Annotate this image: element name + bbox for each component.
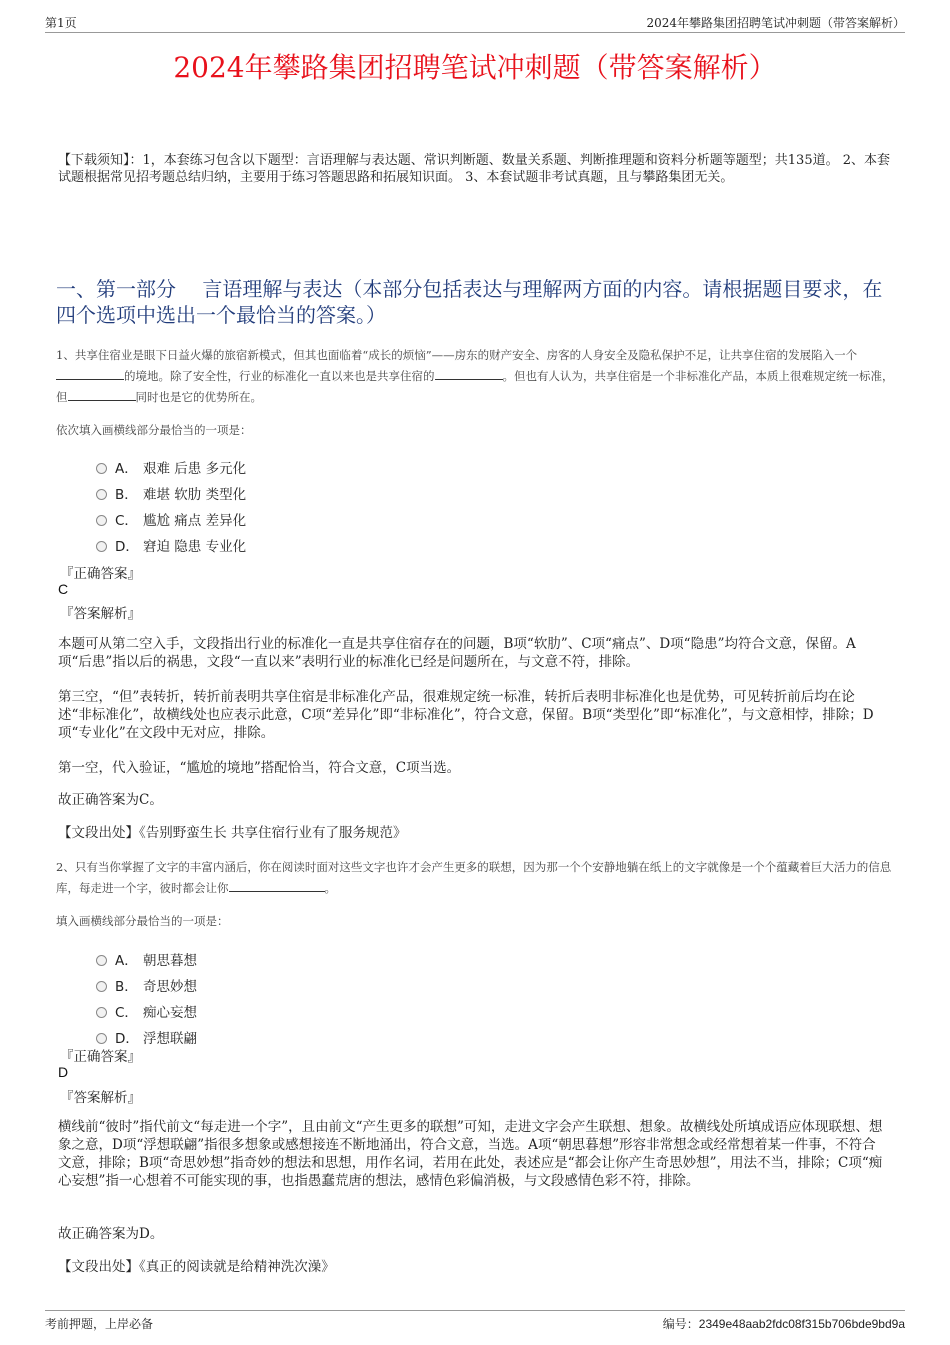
analysis-paragraph: 第一空，代入验证，“尴尬的境地”搭配恰当，符合文意，C项当选。 [58,760,461,776]
q2-option-d[interactable]: D． 浮想联翩 [96,1027,197,1047]
correct-answer: C [58,581,69,597]
radio-icon[interactable] [96,981,107,992]
source-citation: 【文段出处】《真正的阅读就是给精神洗次澡》 [58,1259,335,1275]
q2-option-c[interactable]: C． 痴心妄想 [96,1001,197,1021]
analysis-label: 『答案解析』 [60,606,141,622]
radio-icon[interactable] [96,541,107,552]
radio-icon[interactable] [96,515,107,526]
footer-slogan: 考前押题，上岸必备 [45,1317,154,1331]
q1-option-d[interactable]: D． 窘迫 隐患 专业化 [96,535,246,555]
document-code: 编号：2349e48aab2fdc08f315b706bde9bd9a [662,1317,905,1331]
fill-blank [229,880,325,892]
question-1-prompt: 依次填入画横线部分最恰当的一项是： [56,423,252,437]
answer-label: 『正确答案』 [60,566,141,582]
page-title: 2024年攀路集团招聘笔试冲刺题（带答案解析） [173,51,777,84]
page-header [45,10,905,33]
q1-option-a[interactable]: A． 艰难 后患 多元化 [96,457,246,477]
q1-option-c[interactable]: C． 尴尬 痛点 差异化 [96,509,246,529]
q2-option-b[interactable]: B． 奇思妙想 [96,975,197,995]
fill-blank [56,368,124,380]
question-1-text: 1、共享住宿业是眼下日益火爆的旅宿新模式，但其也面临着“成长的烦恼”——房东的财产安全、房客的人身安全及隐私保护不足，让共享住宿的发展陷入一个的境地。除了安全性，行业的标准化一直以来也是共享住宿的 。但也有人认为，共享住宿是一个非标准化产品，本质上很难规定统一标准，但 同时也是它的优势所在。 [56,348,894,404]
analysis-label: 『答案解析』 [60,1090,141,1106]
page-footer [45,1310,905,1331]
correct-answer: D [58,1064,69,1080]
radio-icon[interactable] [96,489,107,500]
analysis-paragraph: 本题可从第二空入手，文段指出行业的标准化一直是共享住宿存在的问题，B项“软肋”、C项“痛点”、D项“隐患”均符合文意，保留。A项“后患”指以后的祸患，文段“一直以来”表明行业的标准化已经是问题所在，与文意不符，排除。 [58,636,856,670]
final-answer: 故正确答案为C。 [58,792,163,808]
radio-icon[interactable] [96,1007,107,1018]
analysis-paragraph: 第三空，“但”表转折，转折前表明共享住宿是非标准化产品，很难规定统一标准，转折后表明非标准化也是优势，可见转折前后均在论述“非标准化”，故横线处也应表示此意，C项“差异化”即“非标准化”，符合文意，保留。B项“类型化”即“标准化”，与文意相悖，排除；D项“专业化”在文段中无对应，排除。 [58,689,874,741]
section-title: 一、第一部分 言语理解与表达（本部分包括表达与理解两方面的内容。请根据题目要求，在四个选项中选出一个最恰当的答案。） [56,277,883,327]
analysis-paragraph: 横线前“彼时”指代前文“每走进一个字”，且由前文“产生更多的联想”可知，走进文字会产生联想、想象。故横线处所填成语应体现联想、想象之意，D项“浮想联翩”指很多想象或感想接连不断地涌出，符合文意，当选。A项“朝思暮想”形容非常想念或经常想着某一件事，不符合文意，排除；B项“奇思妙想”指奇妙的想法和思想，用作名词，若用在此处，表述应是“都会让你产生奇思妙想”，用法不当，排除；C项“痴心妄想”指一心想着不可能实现的事，也指愚蠢荒唐的想法，感情色彩偏消极，与文段感情色彩不符，排除。 [58,1119,883,1189]
question-2-text: 2、只有当你掌握了文字的丰富内涵后，你在阅读时面对这些文字也许才会产生更多的联想，因为那一个个安静地躺在纸上的文字就像是一个个蕴藏着巨大活力的信息库，每走进一个字，彼时都会让你 。 [56,860,892,895]
q1-option-b[interactable]: B． 难堪 软肋 类型化 [96,483,246,503]
fill-blank [435,368,503,380]
radio-icon[interactable] [96,1033,107,1044]
question-2-prompt: 填入画横线部分最恰当的一项是： [56,914,229,928]
answer-label: 『正确答案』 [60,1049,141,1065]
source-citation: 【文段出处】《告别野蛮生长 共享住宿行业有了服务规范》 [58,825,407,841]
radio-icon[interactable] [96,955,107,966]
page-number: 第1页 [45,16,77,30]
radio-icon[interactable] [96,463,107,474]
final-answer: 故正确答案为D。 [58,1226,164,1242]
q2-option-a[interactable]: A． 朝思暮想 [96,949,197,969]
download-notice: 【下载须知】：1，本套练习包含以下题型：言语理解与表达题、常识判断题、数量关系题、判断推理题和资料分析题等题型；共135道。 2、本套试题根据常见招考题总结归纳，主要用于练习答题思路和拓展知识面。 3、本套试题非考试真题，且与攀路集团无关。 [58,153,890,185]
fill-blank [68,389,136,401]
header-doc-title: 2024年攀路集团招聘笔试冲刺题（带答案解析） [646,16,905,30]
